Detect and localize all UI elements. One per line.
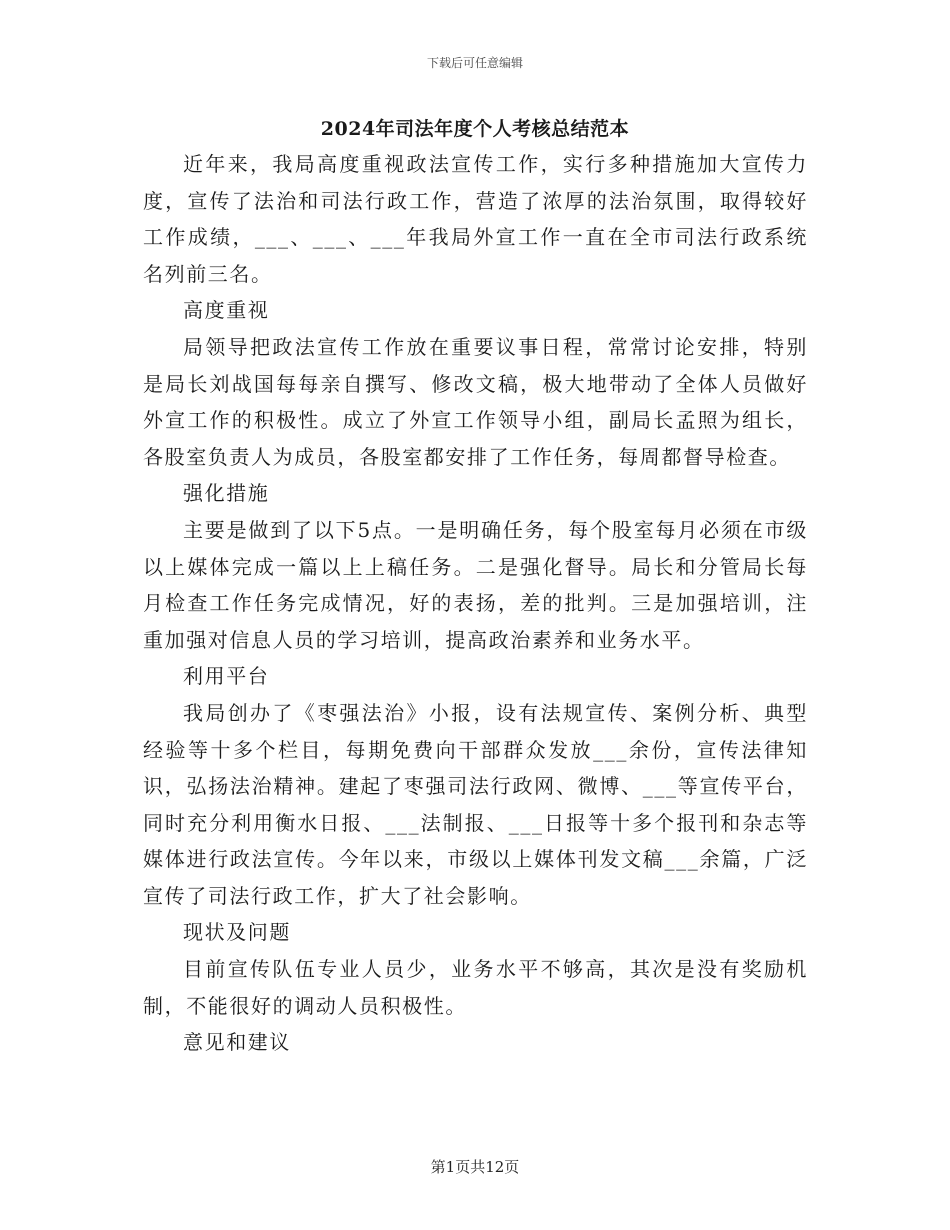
paragraph-platforms: 我局创办了《枣强法治》小报，设有法规宣传、案例分析、典型经验等十多个栏目，每期免费向干部群众发放___余份，宣传法律知识，弘扬法治精神。建起了枣强司法行政网、微博、___等宣传平台，同时充分利用衡水日报、___法制报、___日报等十多个报刊和杂志等媒体进行政法宣传。今年以来，市级以上媒体刊发文稿___余篇，广泛宣传了司法行政工作，扩大了社会影响。 (143, 700, 808, 908)
document-body (143, 146, 808, 1061)
section-heading-status: 现状及问题 (183, 920, 291, 945)
document-title: 2024年司法年度个人考核总结范本 (320, 118, 630, 140)
paragraph-attention: 局领导把政法宣传工作放在重要议事日程，常常讨论安排，特别是局长刘战国每每亲自撰写、修改文稿，极大地带动了全体人员做好外宣工作的积极性。成立了外宣工作领导小组，副局长孟照为组长，各股室负责人为成员，各股室都安排了工作任务，每周都督导检查。 (143, 334, 808, 469)
paragraph-status: 目前宣传队伍专业人员少，业务水平不够高，其次是没有奖励机制，不能很好的调动人员积极性。 (143, 957, 808, 1018)
header-note: 下载后可任意编辑 (426, 56, 523, 70)
paragraph-intro: 近年来，我局高度重视政法宣传工作，实行多种措施加大宣传力度，宣传了法治和司法行政工作，营造了浓厚的法治氛围，取得较好工作成绩，___、___、___年我局外宣工作一直在全市司法行政系统名列前三名。 (143, 152, 808, 286)
section-heading-suggestions: 意见和建议 (183, 1030, 291, 1055)
section-heading-attention: 高度重视 (183, 298, 270, 323)
page-number: 第1页共12页 (430, 1158, 520, 1176)
section-heading-measures: 强化措施 (183, 481, 270, 506)
section-heading-platforms: 利用平台 (183, 664, 270, 689)
paragraph-measures: 主要是做到了以下5点。一是明确任务，每个股室每月必须在市级以上媒体完成一篇以上上稿任务。二是强化督导。局长和分管局长每月检查工作任务完成情况，好的表扬，差的批判。三是加强培训，注重加强对信息人员的学习培训，提高政治素养和业务水平。 (143, 517, 808, 652)
